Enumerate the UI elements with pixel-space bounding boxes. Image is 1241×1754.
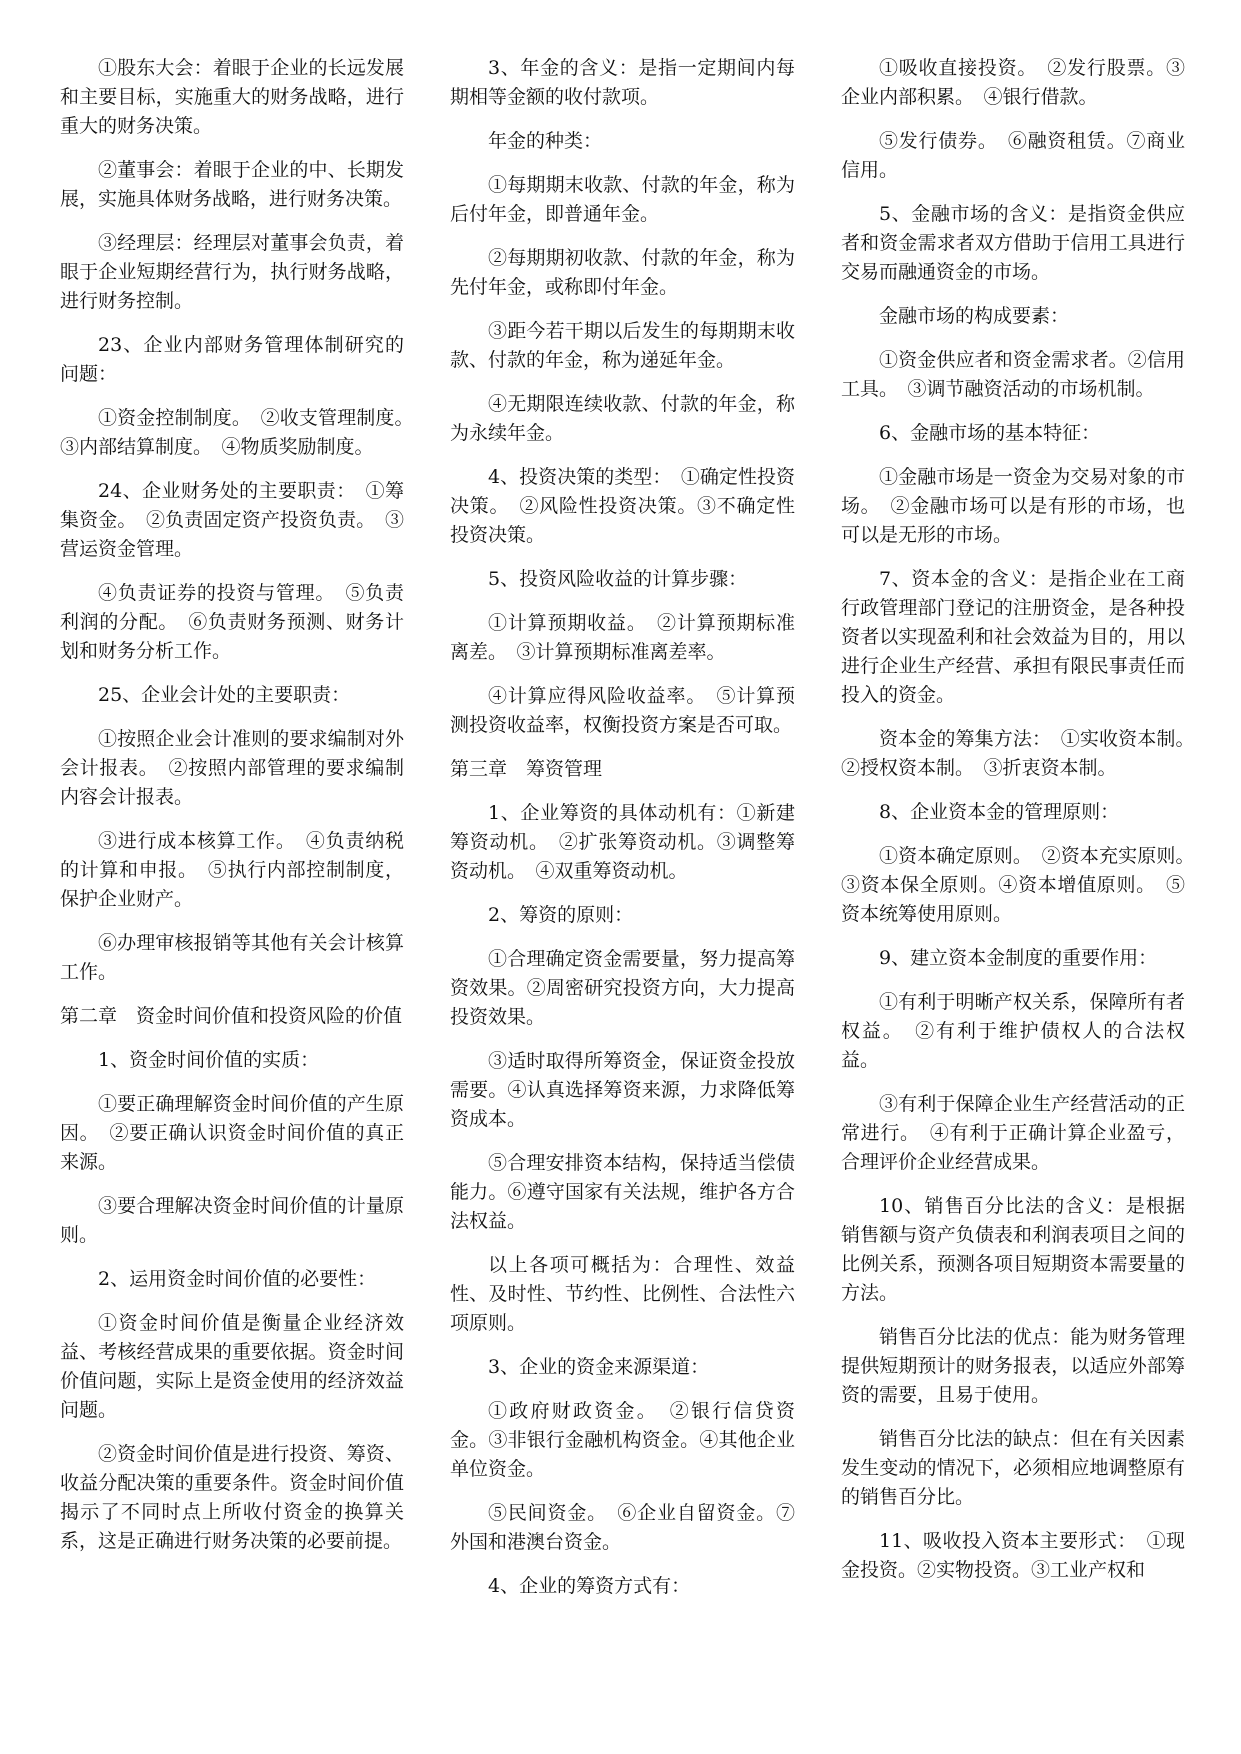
paragraph: 2、筹资的原则：	[488, 904, 634, 926]
paragraph: 资本金的筹集方法： ①实收资本制。 ②授权资本制。 ③折衷资本制。	[841, 728, 1205, 779]
paragraph: ⑤民间资金。 ⑥企业自留资金。⑦外国和港澳台资金。	[450, 1502, 795, 1553]
paragraph: 7、资本金的含义：是指企业在工商行政管理部门登记的注册资金，是各种投资者以实现盈利和社会效益为目的，用以进行企业生产经营、承担有限民事责任而投入的资金。	[841, 568, 1185, 706]
paragraph: ①政府财政资金。 ②银行信贷资金。③非银行金融机构资金。④其他企业单位资金。	[450, 1400, 795, 1480]
paragraph: ①资金控制制度。 ②收支管理制度。 ③内部结算制度。 ④物质奖励制度。	[60, 407, 424, 458]
paragraph: 金融市场的构成要素：	[879, 305, 1070, 327]
paragraph: ①计算预期收益。 ②计算预期标准离差。 ③计算预期标准离差率。	[450, 612, 795, 663]
paragraph: ①每期期末收款、付款的年金，称为后付年金，即普通年金。	[450, 174, 795, 225]
paragraph: 5、金融市场的含义：是指资金供应者和资金需求者双方借助于信用工具进行交易而融通资金的市场。	[841, 203, 1185, 283]
paragraph: 销售百分比法的缺点：但在有关因素发生变动的情况下，必须相应地调整原有的销售百分比。	[841, 1428, 1185, 1508]
paragraph: ①资金时间价值是衡量企业经济效益、考核经营成果的重要依据。资金时间价值问题，实际上是资金使用的经济效益问题。	[60, 1312, 404, 1421]
section-heading: 第三章 筹资管理	[450, 758, 603, 780]
paragraph: ④负责证券的投资与管理。 ⑤负责利润的分配。 ⑥负责财务预测、财务计划和财务分析工作。	[60, 582, 404, 662]
paragraph: ⑥办理审核报销等其他有关会计核算工作。	[60, 932, 404, 983]
paragraph: 23、企业内部财务管理体制研究的问题：	[60, 334, 404, 385]
paragraph: ②董事会：着眼于企业的中、长期发展，实施具体财务战略，进行财务决策。	[60, 159, 404, 210]
paragraph: 4、投资决策的类型： ①确定性投资决策。 ②风险性投资决策。③不确定性投资决策。	[450, 466, 795, 546]
paragraph: 10、销售百分比法的含义：是根据销售额与资产负债表和利润表项目之间的比例关系，预测各项目短期资本需要量的方法。	[841, 1195, 1185, 1304]
paragraph: ①吸收直接投资。 ②发行股票。③企业内部积累。 ④银行借款。	[841, 57, 1185, 108]
paragraph: ①按照企业会计准则的要求编制对外会计报表。 ②按照内部管理的要求编制内容会计报表。	[60, 728, 404, 808]
paragraph: 9、建立资本金制度的重要作用：	[879, 947, 1158, 969]
paragraph: ①资金供应者和资金需求者。②信用工具。 ③调节融资活动的市场机制。	[841, 349, 1185, 400]
paragraph: ③距今若干期以后发生的每期期末收款、付款的年金，称为递延年金。	[450, 320, 795, 371]
paragraph: 1、企业筹资的具体动机有：①新建筹资动机。 ②扩张筹资动机。③调整筹资动机。 ④双重筹资动机。	[450, 802, 795, 882]
paragraph: 5、投资风险收益的计算步骤：	[488, 568, 748, 590]
paragraph: ②资金时间价值是进行投资、筹资、收益分配决策的重要条件。资金时间价值揭示了不同时点上所收付资金的换算关系，这是正确进行财务决策的必要前提。	[60, 1443, 404, 1552]
paragraph: ①金融市场是一资金为交易对象的市场。 ②金融市场可以是有形的市场，也可以是无形的市场。	[841, 466, 1185, 546]
paragraph: ①要正确理解资金时间价值的产生原因。 ②要正确认识资金时间价值的真正来源。	[60, 1093, 404, 1173]
paragraph: 11、吸收投入资本主要形式： ①现金投资。②实物投资。③工业产权和	[841, 1530, 1185, 1581]
paragraph: ⑤合理安排资本结构，保持适当偿债能力。⑥遵守国家有关法规，维护各方合法权益。	[450, 1152, 795, 1232]
paragraph: ②每期期初收款、付款的年金，称为先付年金，或称即付年金。	[450, 247, 795, 298]
paragraph: ③适时取得所筹资金，保证资金投放需要。④认真选择筹资来源，力求降低筹资成本。	[450, 1050, 795, 1130]
paragraph: 6、金融市场的基本特征：	[879, 422, 1101, 444]
paragraph: ⑤发行债券。 ⑥融资租赁。⑦商业信用。	[841, 130, 1185, 181]
paragraph: 8、企业资本金的管理原则：	[879, 801, 1120, 823]
section-heading: 第二章 资金时间价值和投资风险的价值	[60, 1005, 403, 1027]
text-column-left	[60, 54, 424, 1571]
paragraph: 4、企业的筹资方式有：	[488, 1575, 691, 1597]
paragraph: ①有利于明晰产权关系，保障所有者权益。 ②有利于维护债权人的合法权益。	[841, 991, 1185, 1071]
paragraph: ③要合理解决资金时间价值的计量原则。	[60, 1195, 404, 1246]
paragraph: 以上各项可概括为：合理性、效益性、及时性、节约性、比例性、合法性六项原则。	[450, 1254, 795, 1334]
paragraph: 2、运用资金时间价值的必要性：	[98, 1268, 377, 1290]
paragraph: 24、企业财务处的主要职责： ①筹集资金。 ②负责固定资产投资负责。 ③营运资金管理。	[60, 480, 404, 560]
paragraph: ③进行成本核算工作。 ④负责纳税的计算和申报。 ⑤执行内部控制制度，保护企业财产。	[60, 830, 404, 910]
paragraph: ①股东大会：着眼于企业的长远发展和主要目标，实施重大的财务战略，进行重大的财务决策。	[60, 57, 404, 137]
paragraph: 年金的种类：	[488, 130, 603, 152]
paragraph: ③经理层：经理层对董事会负责，着眼于企业短期经营行为，执行财务战略，进行财务控制。	[60, 232, 404, 312]
paragraph: ③有利于保障企业生产经营活动的正常进行。 ④有利于正确计算企业盈亏，合理评价企业经营成果。	[841, 1093, 1185, 1173]
paragraph: 3、年金的含义：是指一定期间内每期相等金额的收付款项。	[450, 57, 795, 108]
paragraph: ①合理确定资金需要量，努力提高筹资效果。②周密研究投资方向，大力提高投资效果。	[450, 948, 795, 1028]
paragraph: ④无期限连续收款、付款的年金，称为永续年金。	[450, 393, 795, 444]
paragraph: 1、资金时间价值的实质：	[98, 1049, 320, 1071]
paragraph: ④计算应得风险收益率。 ⑤计算预测投资收益率，权衡投资方案是否可取。	[450, 685, 795, 736]
paragraph: 销售百分比法的优点：能为财务管理提供短期预计的财务报表，以适应外部筹资的需要，且易于使用。	[841, 1326, 1185, 1406]
text-column-right	[841, 54, 1205, 1600]
paragraph: 25、企业会计处的主要职责：	[98, 684, 351, 706]
paragraph: 3、企业的资金来源渠道：	[488, 1356, 710, 1378]
text-column-middle	[450, 54, 795, 1616]
paragraph: ①资本确定原则。 ②资本充实原则。 ③资本保全原则。④资本增值原则。 ⑤资本统筹使用原则。	[841, 845, 1205, 925]
